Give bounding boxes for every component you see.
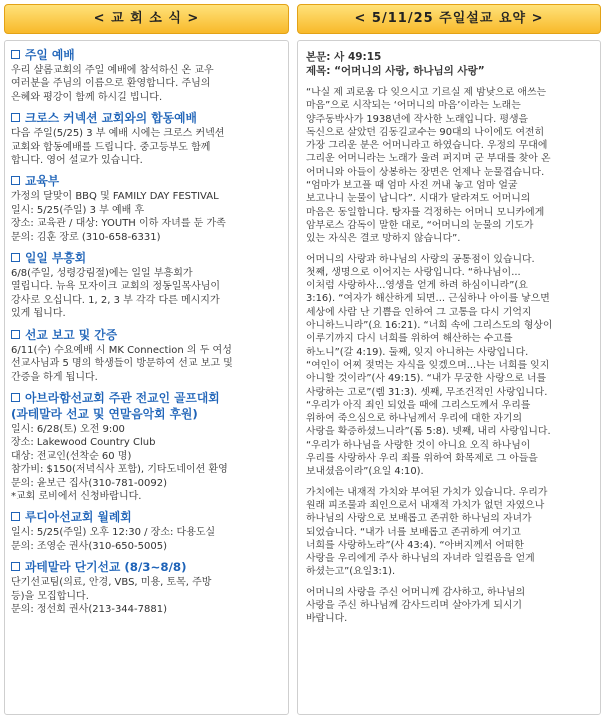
sermon-line: “나실 제 괴로움 다 잊으시고 기르실 제 밤낮으로 애쓰는 bbox=[306, 87, 547, 98]
sermon-summary-header: < 5/11/25 주일설교 요약 > bbox=[297, 4, 601, 34]
sermon-line: 이처럼 사랑하사...영생을 얻게 하려 하심이니라”(요 bbox=[306, 280, 528, 292]
sermon-line: 어머니와 아들이 상봉하는 장면은 언제나 눈물겹습니다. bbox=[306, 166, 545, 178]
sermon-body bbox=[298, 41, 600, 626]
news-line: 여러분을 주님의 이름으로 환영합니다. 주님의 bbox=[11, 78, 211, 90]
square-bullet-icon bbox=[11, 113, 20, 122]
sermon-line: 사랑을 주신 하나님께 감사드리며 살아가게 되시기 bbox=[306, 599, 523, 611]
news-line: 간증을 하게 됩니다. bbox=[11, 371, 98, 383]
square-bullet-icon bbox=[11, 512, 20, 521]
news-line: 가정의 달맞이 BBQ 및 FAMILY DAY FESTIVAL bbox=[11, 191, 219, 203]
sermon-line: 어머니의 사랑과 하나님의 사랑의 공통점이 있습니다. bbox=[306, 253, 535, 265]
square-bullet-icon bbox=[11, 562, 20, 571]
news-section bbox=[11, 560, 280, 616]
sermon-line: 그리운 어머니라는 노래가 울려 퍼지며 군 부대를 찾아 온 bbox=[306, 153, 551, 165]
news-section-title: 주일 예배 bbox=[11, 48, 280, 63]
church-news-header: < 교 회 소 식 > bbox=[4, 4, 289, 34]
news-line: 교회와 합동예배를 드립니다. 중고등부도 함께 bbox=[11, 141, 211, 153]
news-section bbox=[11, 111, 280, 167]
news-line: 있게 됩니다. bbox=[11, 308, 66, 320]
news-section-title: 교육부 bbox=[11, 174, 280, 189]
sermon-line: “우리가 하나님을 사랑한 것이 아니요 오직 하나님이 bbox=[306, 439, 531, 451]
news-line: 6/11(수) 수요예배 시 MK Connection 의 두 여성 bbox=[11, 344, 232, 356]
sermon-line: 되었습니다. “내가 너를 보배롭고 존귀하게 여기고 bbox=[306, 526, 521, 538]
sermon-line: “우리가 아직 죄인 되었을 때에 그리스도께서 우리를 bbox=[306, 399, 531, 411]
news-line: 등)을 모집합니다. bbox=[11, 590, 89, 602]
news-section-title: 선교 보고 및 간증 bbox=[11, 328, 280, 343]
sermon-paragraphs bbox=[306, 86, 591, 626]
sermon-line: 하셨는고”(요일3:1). bbox=[306, 566, 396, 578]
church-news-column bbox=[4, 4, 289, 615]
sermon-line: 아니할 것이라”(사 49:15). “내가 무궁한 사랑으로 너를 bbox=[306, 373, 547, 385]
sermon-line: 사랑하는 고로”(렘 31:3). 셋째, 무조건적인 사랑입니다. bbox=[306, 386, 548, 398]
sermon-line: 너희를 사랑하노라”(사 43:4). “아버지께서 어떠한 bbox=[306, 539, 524, 551]
sermon-line: 위하여 죽으심으로 하나님께서 우리에 대한 자기의 bbox=[306, 413, 523, 425]
news-line: 열립니다. 뉴욕 모자이크 교회의 정동일목사님이 bbox=[11, 281, 221, 293]
square-bullet-icon bbox=[11, 330, 20, 339]
news-line: 일시: 6/28(토) 오전 9:00 bbox=[11, 423, 125, 435]
news-line: 장소: 교육관 / 대상: YOUTH 이하 자녀를 둔 가족 bbox=[11, 218, 226, 230]
news-section-subtitle: (과테말라 선교 및 연말음악회 후원) bbox=[11, 406, 198, 421]
sermon-paragraph bbox=[306, 253, 591, 479]
sermon-line: 있는 자식은 결코 망하지 않습니다”. bbox=[306, 233, 461, 245]
square-bullet-icon bbox=[11, 253, 20, 262]
sermon-line: 양주동박사가 1938년에 작사한 노래입니다. 평생을 bbox=[306, 113, 529, 125]
news-line: *교회 로비에서 신청바랍니다. bbox=[11, 490, 142, 502]
sermon-line: 보고나니 눈물이 납니다”. 시대가 달라져도 어머니의 bbox=[306, 193, 531, 205]
sermon-line: 우리를 사랑하사 우리 죄를 위하여 화목제로 그 아들을 bbox=[306, 453, 538, 465]
church-news-list bbox=[5, 41, 288, 616]
sermon-text-reference: 본문: 사 49:15 bbox=[306, 51, 382, 63]
square-bullet-icon bbox=[11, 393, 20, 402]
news-section-title: 크로스 커넥션 교회와의 합동예배 bbox=[11, 111, 280, 126]
sermon-line: 하나님의 사랑으로 보배롭고 존귀한 하나님의 자녀가 bbox=[306, 513, 532, 525]
sermon-line: “여인이 어찌 젖먹는 자식을 잊겠으며...나는 너희를 잊지 bbox=[306, 359, 550, 371]
sermon-line: 3:16). “여자가 해산하게 되면... 근심하나 아이를 낳으면 bbox=[306, 293, 550, 305]
sermon-line: 마음”으로 시작되는 ‘어머니의 마음’이라는 노래는 bbox=[306, 100, 521, 112]
sermon-line: 가장 그리운 분은 어머니라고 하였습니다. 우정의 무대에 bbox=[306, 140, 548, 152]
news-line: 일시: 5/25(주일) 오후 12:30 / 장소: 다용도실 bbox=[11, 527, 216, 539]
news-line: 6/8(주일, 성령강림절)에는 일일 부흥회가 bbox=[11, 268, 193, 280]
news-section-title: 과테말라 단기선교 (8/3~8/8) bbox=[11, 560, 280, 575]
news-line: 다음 주일(5/25) 3 부 예배 시에는 크로스 커넥션 bbox=[11, 128, 225, 140]
sermon-line: 어머니의 사랑을 주신 어머니께 감사하고, 하나님의 bbox=[306, 586, 526, 598]
news-section bbox=[11, 251, 280, 321]
news-line: 강사로 오십니다. 1, 2, 3 부 각각 다른 메시지가 bbox=[11, 294, 220, 306]
news-line: 대상: 전교인(선착순 60 명) bbox=[11, 450, 132, 462]
news-section-title: 일일 부흥회 bbox=[11, 251, 280, 266]
news-line: 참가비: $150(저녁식사 포함), 기타도네이션 환영 bbox=[11, 464, 228, 476]
news-line: 선교사님과 5 명의 학생들이 방문하여 선교 보고 및 bbox=[11, 358, 233, 370]
news-line: 문의: 조영순 권사(310-650-5005) bbox=[11, 540, 167, 552]
news-line: 문의: 정선희 권사(213-344-7881) bbox=[11, 603, 167, 615]
sermon-paragraph bbox=[306, 586, 591, 626]
sermon-line: 보내셨음이라”(요일 4:10). bbox=[306, 466, 424, 478]
news-line: 은혜와 평강이 함께 하시길 빕니다. bbox=[11, 91, 163, 103]
sermon-line: 원래 피조물과 죄인으로서 내재적 가치가 없던 자였으나 bbox=[306, 499, 545, 511]
sermon-line: 하노니”(갈 4:19). 둘째, 잊지 아니하는 사랑입니다. bbox=[306, 346, 529, 358]
church-news-panel bbox=[4, 40, 289, 715]
sermon-line: 세상에 사람 난 기쁨을 인하여 그 고통을 다시 기억지 bbox=[306, 306, 532, 318]
news-section bbox=[11, 174, 280, 244]
sermon-paragraph bbox=[306, 486, 591, 579]
news-section-title: 루디아선교회 월례회 bbox=[11, 510, 280, 525]
news-section bbox=[11, 328, 280, 384]
sermon-line: 암부로스 감독이 말한 대로, “어머니의 눈물의 기도가 bbox=[306, 219, 534, 231]
sermon-paragraph bbox=[306, 86, 591, 246]
sermon-line: 마음은 동일합니다. 탕자를 걱정하는 어머니 모니카에게 bbox=[306, 206, 545, 218]
news-section bbox=[11, 510, 280, 553]
sermon-line: “엄마가 보고플 때 엄마 사진 꺼내 놓고 엄마 얼굴 bbox=[306, 180, 518, 192]
sermon-line: 사랑을 확증하셨느니라”(롬 5:8). 넷째, 내리 사랑입니다. bbox=[306, 426, 551, 438]
sermon-line: 독신으로 살았던 김동길교수는 90대의 나이에도 여전히 bbox=[306, 126, 545, 138]
news-line: 단기선교팀(의료, 안경, VBS, 미용, 토목, 주방 bbox=[11, 577, 212, 589]
news-line: 문의: 윤보근 집사(310-781-0092) bbox=[11, 477, 167, 489]
sermon-title: 제목: “어머니의 사랑, 하나님의 사랑” bbox=[306, 65, 485, 77]
news-section-title: 아브라함선교회 주관 전교인 골프대회 bbox=[11, 391, 280, 406]
news-line: 문의: 김훈 장로 (310-658-6331) bbox=[11, 231, 161, 243]
sermon-line: 아니하느니라”(요 16:21). “너희 속에 그리스도의 형상이 bbox=[306, 320, 553, 332]
news-line: 일시: 5/25(주일) 3 부 예배 후 bbox=[11, 204, 145, 216]
news-section bbox=[11, 48, 280, 104]
sermon-summary-column bbox=[297, 4, 601, 625]
sermon-line: 가치에는 내재적 가치와 부여된 가치가 있습니다. 우리가 bbox=[306, 486, 548, 498]
sermon-summary-panel bbox=[297, 40, 601, 715]
sermon-line: 이루기까지 다시 너희를 위하여 해산하는 수고를 bbox=[306, 333, 513, 345]
news-line: 합니다. 영어 설교가 있습니다. bbox=[11, 155, 143, 167]
news-line: 우리 샬롬교회의 주일 예배에 참석하신 온 교우 bbox=[11, 65, 214, 76]
sermon-line: 바랍니다. bbox=[306, 613, 348, 625]
news-line: 장소: Lakewood Country Club bbox=[11, 437, 156, 449]
sermon-line: 사랑을 우리에게 주사 하나님의 자녀라 일컬음을 얻게 bbox=[306, 553, 535, 565]
news-section bbox=[11, 391, 280, 503]
square-bullet-icon bbox=[11, 176, 20, 185]
sermon-line: 첫째, 생명으로 이어지는 사랑입니다. “하나님이... bbox=[306, 266, 521, 278]
square-bullet-icon bbox=[11, 50, 20, 59]
